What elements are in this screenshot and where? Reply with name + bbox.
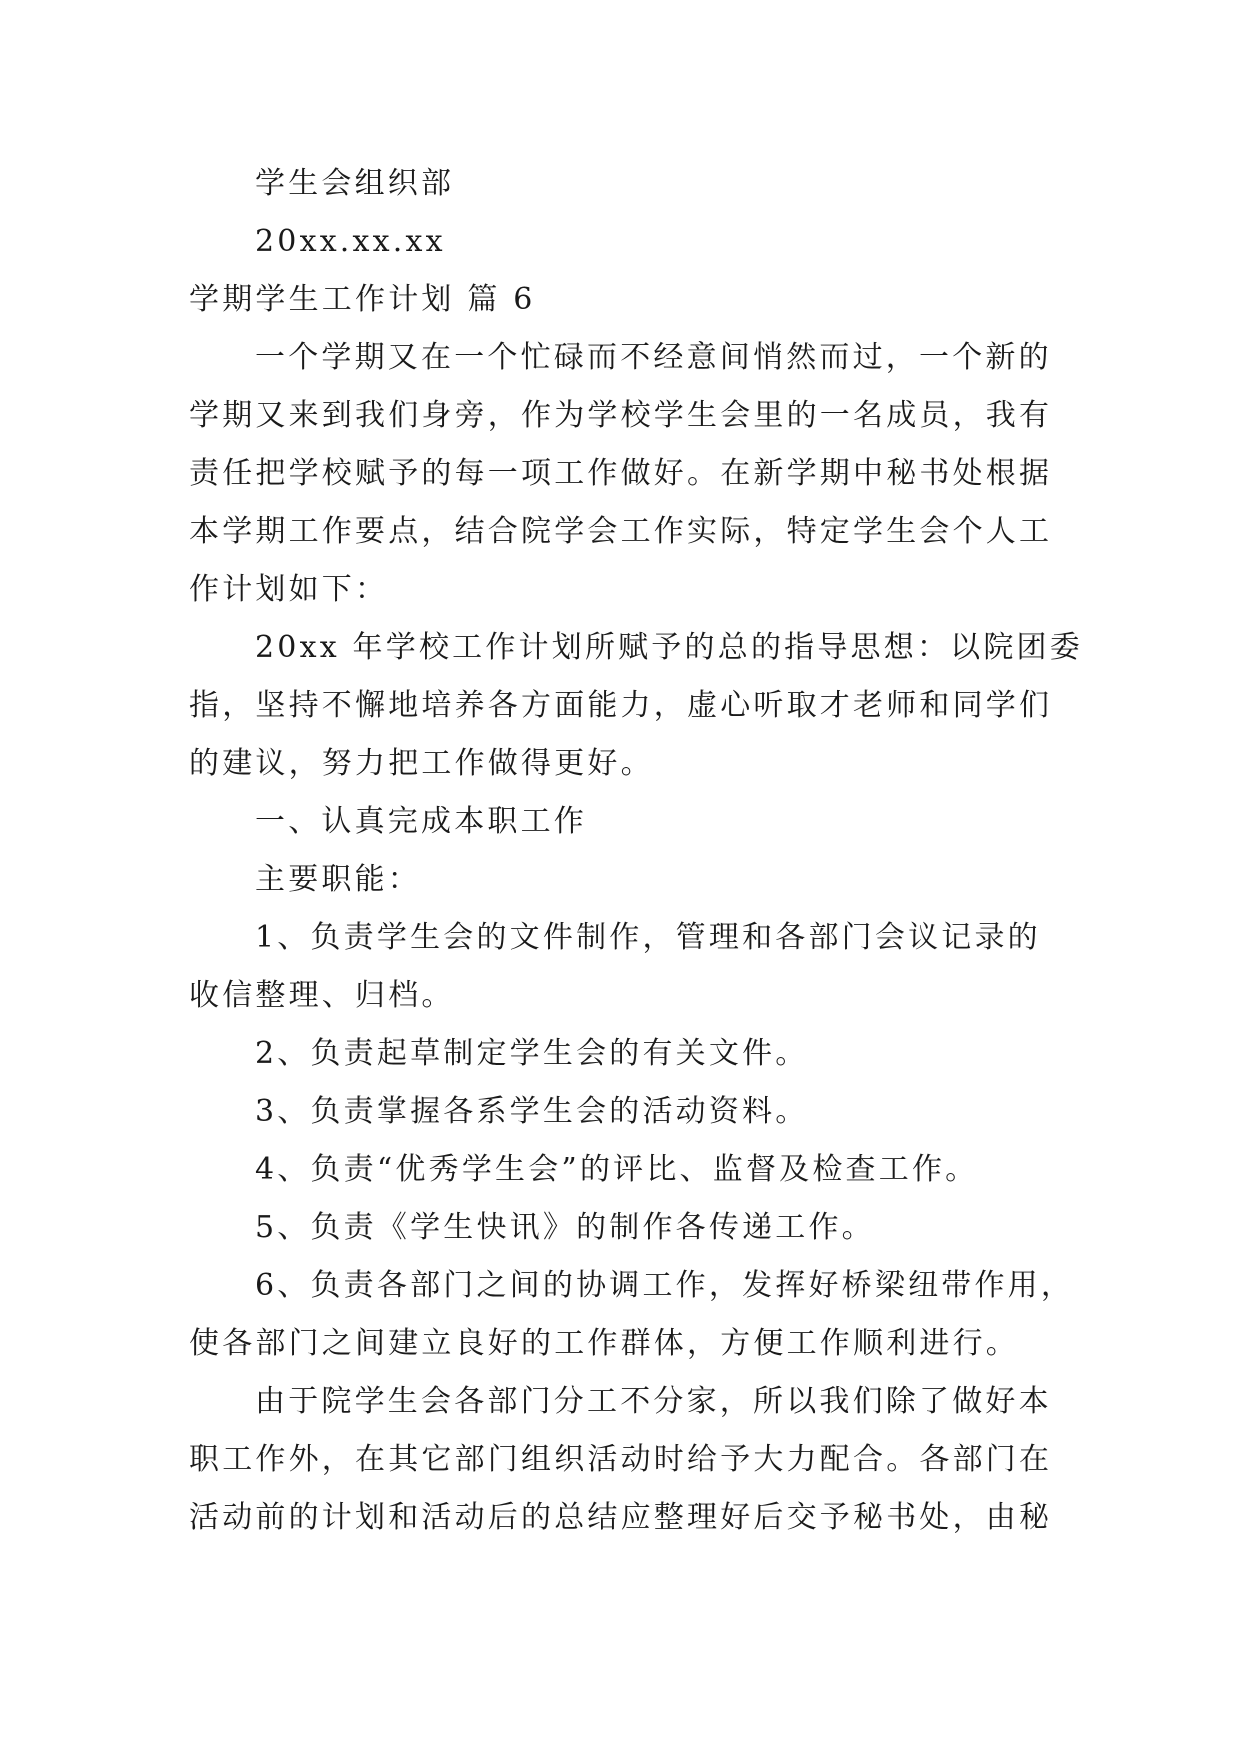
paragraph-list [189, 329, 1083, 1547]
paragraph-line: 活动前的计划和活动后的总结应整理好后交予秘书处，由秘 [189, 1500, 1053, 1535]
paragraph [189, 1257, 1075, 1373]
section-title: 学期学生工作计划 篇 6 [189, 282, 536, 317]
paragraph-line: 5、负责《学生快讯》的制作各传递工作。 [255, 1210, 875, 1245]
signature-date: 20xx.xx.xx [255, 224, 446, 259]
paragraph [189, 1141, 1059, 1199]
paragraph-line: 的建议，努力把工作做得更好。 [189, 746, 654, 781]
paragraph-line: 一个学期又在一个忙碌而不经意间悄然而过，一个新的 [255, 340, 1052, 375]
paragraph [189, 793, 1059, 851]
paragraph [189, 1199, 1059, 1257]
paragraph-line: 4、负责“优秀学生会”的评比、监督及检查工作。 [255, 1152, 979, 1187]
paragraph-line: 作计划如下： [189, 572, 389, 607]
paragraph [189, 1373, 1059, 1547]
paragraph-line: 职工作外，在其它部门组织活动时给予大力配合。各部门在 [189, 1442, 1053, 1477]
paragraph-line: 由于院学生会各部门分工不分家，所以我们除了做好本 [255, 1384, 1052, 1419]
paragraph-line: 一、认真完成本职工作 [255, 804, 587, 839]
paragraph [189, 909, 1059, 1025]
paragraph [189, 1025, 1059, 1083]
paragraph [189, 1083, 1059, 1141]
paragraph-line: 3、负责掌握各系学生会的活动资料。 [255, 1094, 809, 1129]
paragraph-line: 学期又来到我们身旁，作为学校学生会里的一名成员，我有 [189, 398, 1053, 433]
paragraph-line: 20xx 年学校工作计划所赋予的总的指导思想：以院团委 [255, 630, 1083, 665]
paragraph-line: 1、负责学生会的文件制作，管理和各部门会议记录的 [255, 920, 1041, 955]
paragraph-line: 本学期工作要点，结合院学会工作实际，特定学生会个人工 [189, 514, 1053, 549]
paragraph-line: 责任把学校赋予的每一项工作做好。在新学期中秘书处根据 [189, 456, 1053, 491]
paragraph-line: 6、负责各部门之间的协调工作，发挥好桥梁纽带作用， [255, 1268, 1075, 1303]
paragraph-line: 2、负责起草制定学生会的有关文件。 [255, 1036, 809, 1071]
paragraph [189, 619, 1083, 793]
document-body [189, 155, 1083, 1547]
paragraph-line: 收信整理、归档。 [189, 978, 455, 1013]
signature-org: 学生会组织部 [255, 166, 455, 201]
paragraph-line: 指，坚持不懈地培养各方面能力，虚心听取才老师和同学们 [189, 688, 1053, 723]
paragraph-line: 使各部门之间建立良好的工作群体，方便工作顺利进行。 [189, 1326, 1019, 1361]
paragraph-line: 主要职能： [255, 862, 421, 897]
paragraph [189, 851, 1059, 909]
paragraph [189, 329, 1059, 619]
